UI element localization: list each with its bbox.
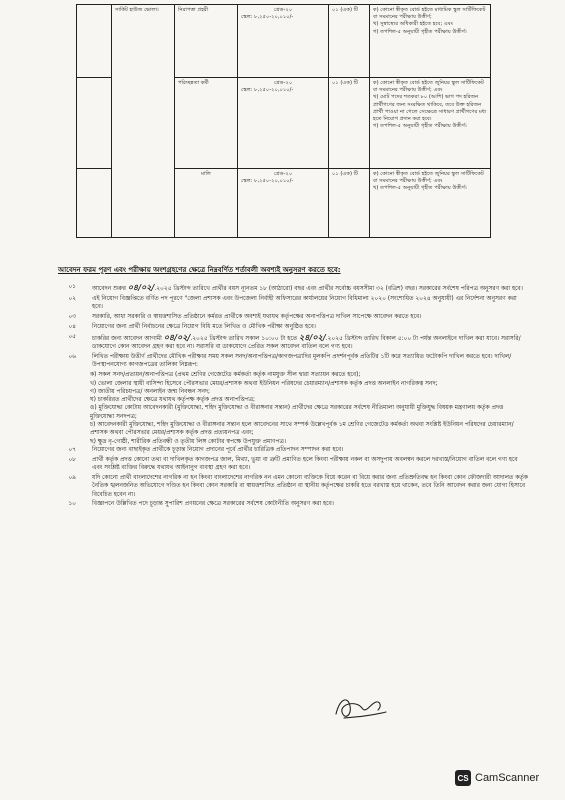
table-cell-qualification (370, 78, 491, 169)
camscanner-logo: CS (455, 770, 471, 786)
table-cell-serial (77, 78, 112, 169)
sub-list (90, 371, 528, 446)
item-text (92, 333, 528, 352)
item-number: ০৮ (68, 456, 76, 463)
grade-text: গ্রেড-২০ (273, 171, 293, 177)
qualification-line: গ) তপশিল-৫ অনুযায়ী গৃহীত পরীক্ষায় উত্তীর্ণ। (373, 123, 467, 130)
table-cell-count: ০১ (এক) টি (329, 78, 370, 169)
scale-text: স্কেল: ৮,২৫০-২০,০১০/- (241, 87, 294, 94)
item-text: প্রার্থী কর্তৃক প্রদত্ত কোনো তথ্য বা দাখিলকৃত কাগজপত্র জাল, মিথ্যা, ভুয়া বা ত্রুটি প্রমাণিত হলে কিংবা পরীক্ষায় নকল বা অসদুপায় অবলম্বন করলে দরখাস্ত/নিয়োগ বাতিল বলে গণ্য হবে এবং সংশ্লিষ্ট ব্যক্তির বিরুদ্ধে যথাযথ আইনানুগ ব্যবস্থা গ্রহণ করা হবে। (92, 456, 518, 472)
qualification-line: ক) কোনো স্বীকৃত বোর্ড হইতে জুনিয়র স্কুল সার্টিফিকেট বা সমমানের পরীক্ষায় উত্তীর্ণ; এবং (373, 171, 484, 185)
list-item (56, 456, 528, 473)
item-text: এই নিয়োগ বিজ্ঞপ্তিতে বর্ণিত পদ পূরণে "জেলা প্রশাসক এবং উপজেলা নির্বাহী অফিসারের কার্যালয়ের নিয়োগ বিধিমালা ২০২০ (সংশোধিত ২০২৪ অনুযায়ী) এর নির্দেশনা অনুসরণ করা হবে। (92, 295, 517, 311)
conditions-heading: আবেদন ফরম পূরণ এবং পরীক্ষায় অংশগ্রহণের ক্ষেত্রে নিম্নবর্ণিত শর্তাবলী অবশ্যই অনুসরণ করতে হবে: (58, 266, 341, 274)
item-text: বিজ্ঞাপনে উল্লিখিত পদে চূড়ান্ত সুপারিশ প্রণয়নের ক্ষেত্রে সরকারের সর্বশেষ কোটানীতি অনুসরণ করা হবে। (92, 501, 334, 508)
list-item (56, 500, 528, 508)
list-item (56, 295, 528, 312)
sub-item: চ) আবেদনকারী মুক্তিযোদ্ধা, শহিদ মুক্তিযোদ্ধা ও বীরাঙ্গনার সন্তান হলে আবেদনের সাথে সম্পর্ক উল্লেখপূর্বক ১ম শ্রেণির গেজেটেড কর্মকর্তা অথবা সংশ্লিষ্ট ইউনিয়ন পরিষদের চেয়ারম্যান/প্রশাসক অথবা পৌরসভার মেয়র/প্রশাসক কর্তৃক প্রদত্ত প্রত্যয়নপত্র এবং; (90, 422, 514, 437)
qualification-line: খ) সুস্বাস্থ্যের অধিকারী হইতে হবে; এবং (373, 21, 453, 28)
qualification-line: খ) তপশিল-৫ অনুযায়ী গৃহীত পরীক্ষায় উত্তীর্ণ। (373, 185, 467, 192)
qualification-line: খ) মোট পদের শতকরা ৮০ (আশি) ভাগ পদ হরিজন প্রার্থীগণের জন্য সংরক্ষিত থাকিবে, তবে উক্ত হরিজন প্রার্থী পাওয়া না গেলে সেক্ষেত্রে সাধারণ প্রার্থীগণের মধ্য হতে নিয়োগ প্রদান করা হবে। (373, 94, 487, 123)
camscanner-label: CamScanner (475, 772, 540, 784)
table-cell-qualification (370, 5, 491, 78)
sub-item: ঘ) চাকরিরত প্রার্থীদের ক্ষেত্রে যথাযথ কর্তৃপক্ষ কর্তৃক প্রদত্ত অনাপত্তিপত্র; (90, 397, 256, 404)
table-cell-count: ০১ (এক) টি (329, 169, 370, 238)
item-number: ০৭ (68, 446, 76, 453)
sub-item: গ) জাতীয় পরিচয়পত্র/ অনলাইন জন্ম নিবন্ধন সনদ; (90, 388, 211, 395)
list-item (56, 446, 528, 454)
item-number: ০৫ (68, 333, 76, 340)
qualification-line: ক) কোনো স্বীকৃত বোর্ড হইতে মাধ্যমিক স্কুল সার্টিফিকেট বা সমমানের পরীক্ষায় উত্তীর্ণ; (373, 7, 486, 21)
table-cell-post: পরিচ্ছন্নতা কর্মী (175, 78, 238, 169)
table-cell-count: ০১ (এক) টি (329, 5, 370, 78)
grade-text: গ্রেড-২০ (273, 80, 293, 86)
scale-text: স্কেল: ৮,২৫০-২০,০১০/- (241, 178, 294, 185)
sub-item: ক) সকল সনদ/প্রত্যয়ন/অনাপত্তিপত্র (প্রথম শ্রেণির গেজেটেড কর্মকর্তা কর্তৃক নামযুক্ত সীল দ্বারা সত্যায়ন করতে হবে); (90, 372, 361, 379)
item-number: ০১ (68, 284, 76, 290)
table-cell-serial (77, 5, 112, 78)
sub-item: ঙ) মুক্তিযোদ্ধা কোটায় আবেদনকারী (মুক্তিযোদ্ধা, শহিদ মুক্তিযোদ্ধা ও বীরাঙ্গনার সন্তান) প্রার্থীদের ক্ষেত্রে সরকারের সর্বশেষ নীতিমালা অনুযায়ী মুক্তিযুদ্ধ বিষয়ক মন্ত্রণালয় কর্তৃক প্রদত্ত মুক্তিযোদ্ধা সনদপত্র; (90, 405, 504, 420)
item-text: যদি কোনো প্রার্থী বাংলাদেশের নাগরিক না হন কিংবা বাংলাদেশের নাগরিক নন এমন কোনো ব্যক্তিকে বিয়ে করেন বা বিয়ে করার জন্য প্রতিশ্রুতিবদ্ধ হন কিংবা কোন ফৌজদারী আদালত কর্তৃক নৈতিক স্খলনজনিত অভিযোগে দণ্ডিত হন কিংবা কোন সরকারি বা স্বায়ত্তশাসিত প্রতিষ্ঠান বা স্থানীয় কর্তৃপক্ষের চাকরি হতে বরখাস্ত হয়ে থাকেন, তবে তিনি আবেদন করার জন্য যোগ্য হিসাবে বিবেচিত হবেন না। (92, 474, 528, 498)
table-cell-post: নিরাপত্তা প্রহরী (175, 5, 238, 78)
signature (330, 690, 390, 724)
item-number: ০৬ (68, 354, 76, 361)
item-text: নিয়োগের জন্য প্রার্থী নির্বাচনের ক্ষেত্রে নিয়োগ বিধি মতে লিখিত ও মৌখিক পরীক্ষা অনুষ্ঠিত হবে। (92, 323, 316, 330)
list-item (56, 283, 528, 293)
list-item (56, 313, 528, 321)
sub-item: ছ) ক্ষুদ্র নৃ-গোষ্ঠী, শারীরিক প্রতিবন্ধী ও তৃতীয় লিঙ্গ কোটার স্বপক্ষে উপযুক্ত প্রমাণপত্র। (90, 438, 286, 445)
item-number: ০৪ (68, 323, 76, 330)
item-text: নিয়োগের জন্য বাছাইকৃত প্রার্থীকে চূড়ান্ত নিয়োগ প্রদানের পূর্বে প্রার্থীর চারিত্রিক প্রতিপাদন সম্পাদন করা হবে। (92, 446, 344, 453)
item-text-part: চাকরির জন্য আবেদন আগামী (92, 335, 162, 342)
item-text-part: .২০২৫ খ্রিস্টাব্দ তারিখ সকাল ১০:০০ টা হতে (190, 335, 298, 342)
list-item (56, 353, 528, 370)
grade-text: গ্রেড-২০ (273, 7, 293, 13)
table-cell-post: মালি (175, 169, 238, 238)
item-number: ১০ (68, 501, 76, 508)
table-cell-pay (238, 78, 329, 169)
table-cell-pay (238, 169, 329, 238)
table-cell-qualification (370, 169, 491, 238)
item-text: লিখিত পরীক্ষায় উত্তীর্ণ প্রার্থীদের মৌখিক পরীক্ষার সময় সকল সনদ/অনাপত্তিপত্র/কাগজপত্রাদির মূলকপি প্রদর্শনপূর্বক প্রতিটির ১টি করে সত্যায়িত ফটোকপি দাখিল করতে হবে। দাখিল/উপস্থাপনযোগ্য কাগজপত্রের তালিকা নিম্নরূপ: (92, 354, 512, 369)
qualification-line: ক) কোনো স্বীকৃত বোর্ড হইতে জুনিয়র স্কুল সার্টিফিকেট বা সমমানের পরীক্ষায় উত্তীর্ণ; এবং (373, 80, 484, 94)
item-number: ০৯ (68, 474, 76, 481)
list-item (56, 323, 528, 331)
table-cell-pay (238, 5, 329, 78)
item-text-part: .২০২৫ খ্রিস্টাব্দ তারিখ বিকাল ৫:০০ টা পর্যন্ত অনলাইনে দাখিল করা যাবে। সরাসরি/ডাকযোগে কোন আবেদন গ্রহণ করা হবে না। সরাসরি বা ডাকযোগে প্রেরিত সকল আবেদন বাতিল বলে গণ্য হবে। (92, 335, 521, 351)
table-cell-office: সার্কিট হাউজ ভোলা। (112, 5, 175, 238)
table-row (77, 5, 491, 78)
conditions-list (56, 283, 528, 510)
list-item (56, 333, 528, 352)
item-number: ০২ (68, 295, 76, 302)
handwritten-date: ২৪/০২/ (299, 331, 326, 342)
handwritten-date: ০৪/০২/ (163, 331, 191, 342)
item-text-part: আবেদন শুরুর (92, 286, 126, 292)
handwritten-date: ০৪/০২/ (127, 282, 155, 292)
item-text: সরকারি, আধা সরকারি ও স্বায়ত্তশাসিত প্রতিষ্ঠানে কর্মরত প্রার্থীকে অবশ্যই যথাযথ কর্তৃপক্ষের অনাপত্তিপত্র দাখিল সাপেক্ষে আবেদন করতে হবে। (92, 314, 422, 321)
item-text-part: .২০২৫ খ্রিস্টাব্দ তারিখে প্রার্থীর বয়স ন্যূনতম ১৮ (আঠারো) বছর এবং প্রার্থীর সর্বোচ্চ বয়সসীমা ৩২ (বত্রিশ) বছর। সরকারের সর্বশেষ পরিপত্র অনুসরণ করা হবে। (154, 286, 523, 292)
scale-text: স্কেল: ৮,২৫০-২০,০১০/- (241, 14, 294, 21)
table-cell-serial (77, 169, 112, 238)
qualification-line: গ) তপশিল-৫ অনুযায়ী গৃহীত পরীক্ষায় উত্তীর্ণ। (373, 28, 467, 35)
item-text (92, 283, 528, 293)
job-table (76, 4, 491, 238)
list-item (56, 474, 528, 499)
camscanner-watermark (455, 770, 539, 786)
sub-item: খ) ভোলা জেলার স্থায়ী বাসিন্দা হিসেবে পৌরসভার মেয়র/প্রশাসক অথবা ইউনিয়ন পরিষদের চেয়ারম্যান/প্রশাসক কর্তৃক প্রদত্ত অনলাইন নাগরিকত্ব সনদ; (90, 380, 438, 387)
item-number: ০৩ (68, 314, 76, 321)
